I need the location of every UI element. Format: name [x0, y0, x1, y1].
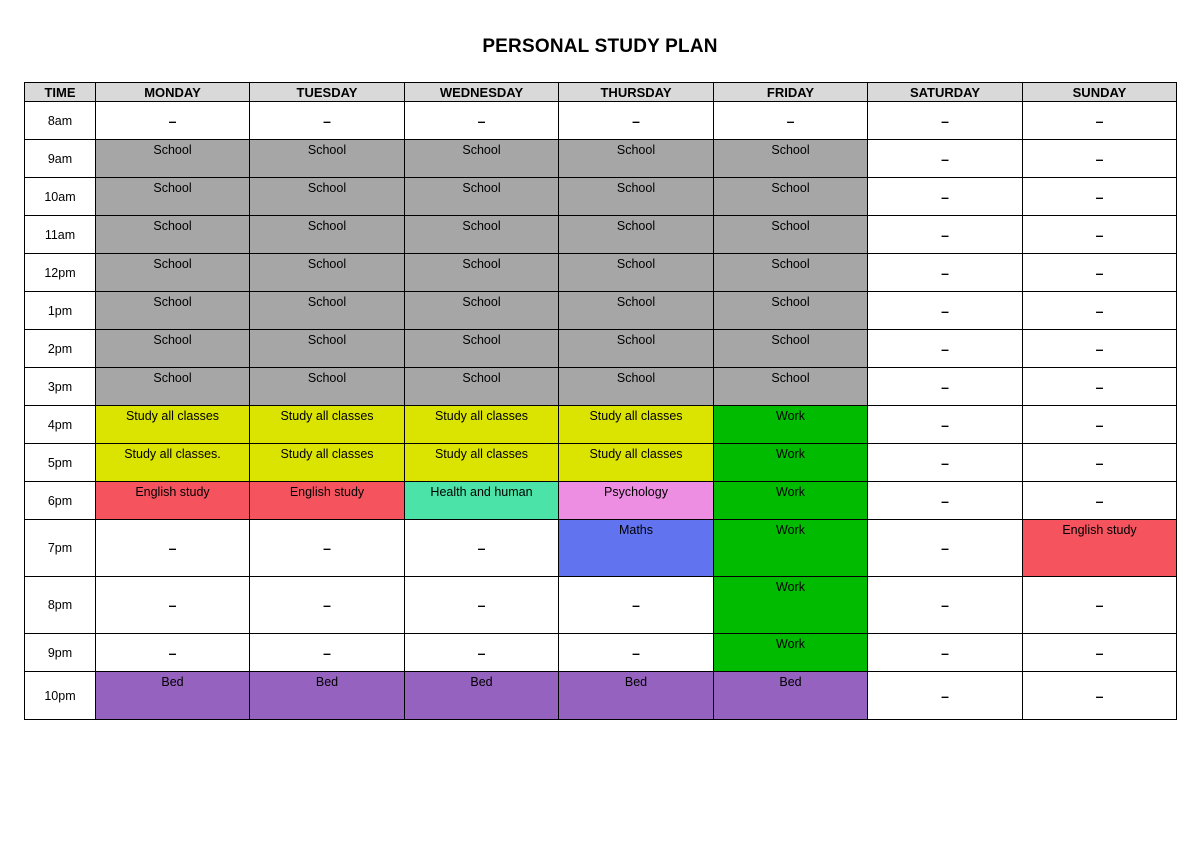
cell-sunday: – [1023, 406, 1177, 444]
cell-tuesday: – [250, 577, 405, 634]
cell-friday: School [714, 254, 868, 292]
cell-thursday: School [559, 254, 714, 292]
cell-thursday: School [559, 178, 714, 216]
cell-monday: – [96, 102, 250, 140]
cell-tuesday: Study all classes [250, 406, 405, 444]
cell-friday: Work [714, 577, 868, 634]
schedule-row [25, 577, 1177, 634]
header-friday: FRIDAY [714, 83, 868, 102]
header-wednesday: WEDNESDAY [405, 83, 559, 102]
cell-wednesday: Study all classes [405, 406, 559, 444]
time-cell: 9pm [25, 634, 96, 672]
cell-friday: Bed [714, 672, 868, 720]
schedule-row [25, 254, 1177, 292]
cell-saturday: – [868, 672, 1023, 720]
schedule-row [25, 292, 1177, 330]
cell-saturday: – [868, 577, 1023, 634]
time-cell: 10pm [25, 672, 96, 720]
cell-monday: Study all classes [96, 406, 250, 444]
cell-monday: Study all classes. [96, 444, 250, 482]
cell-wednesday: School [405, 292, 559, 330]
header-sunday: SUNDAY [1023, 83, 1177, 102]
cell-sunday: – [1023, 634, 1177, 672]
time-cell: 4pm [25, 406, 96, 444]
cell-saturday: – [868, 330, 1023, 368]
cell-saturday: – [868, 292, 1023, 330]
cell-sunday: – [1023, 672, 1177, 720]
cell-friday: Work [714, 444, 868, 482]
cell-saturday: – [868, 406, 1023, 444]
cell-thursday: Bed [559, 672, 714, 720]
cell-thursday: School [559, 330, 714, 368]
cell-wednesday: School [405, 254, 559, 292]
cell-thursday: – [559, 102, 714, 140]
cell-monday: School [96, 254, 250, 292]
schedule-row [25, 444, 1177, 482]
cell-sunday: English study [1023, 520, 1177, 577]
time-cell: 11am [25, 216, 96, 254]
cell-thursday: School [559, 292, 714, 330]
cell-wednesday: – [405, 577, 559, 634]
cell-monday: School [96, 330, 250, 368]
cell-saturday: – [868, 368, 1023, 406]
header-tuesday: TUESDAY [250, 83, 405, 102]
cell-sunday: – [1023, 216, 1177, 254]
schedule-body [25, 102, 1177, 720]
cell-saturday: – [868, 634, 1023, 672]
cell-wednesday: School [405, 368, 559, 406]
cell-sunday: – [1023, 330, 1177, 368]
cell-monday: School [96, 178, 250, 216]
schedule-row [25, 216, 1177, 254]
schedule-row [25, 140, 1177, 178]
cell-sunday: – [1023, 254, 1177, 292]
schedule-row [25, 178, 1177, 216]
cell-monday: School [96, 368, 250, 406]
header-thursday: THURSDAY [559, 83, 714, 102]
cell-tuesday: School [250, 330, 405, 368]
time-cell: 2pm [25, 330, 96, 368]
cell-tuesday: School [250, 178, 405, 216]
cell-sunday: – [1023, 140, 1177, 178]
study-plan-table [24, 82, 1177, 720]
cell-tuesday: Bed [250, 672, 405, 720]
cell-saturday: – [868, 482, 1023, 520]
cell-monday: – [96, 634, 250, 672]
cell-thursday: Study all classes [559, 444, 714, 482]
schedule-row [25, 520, 1177, 577]
cell-wednesday: School [405, 178, 559, 216]
schedule-row [25, 634, 1177, 672]
header-monday: MONDAY [96, 83, 250, 102]
cell-monday: English study [96, 482, 250, 520]
cell-friday: School [714, 140, 868, 178]
cell-thursday: Maths [559, 520, 714, 577]
cell-monday: – [96, 577, 250, 634]
time-cell: 3pm [25, 368, 96, 406]
cell-friday: Work [714, 482, 868, 520]
cell-tuesday: School [250, 254, 405, 292]
cell-thursday: Study all classes [559, 406, 714, 444]
cell-wednesday: Health and human [405, 482, 559, 520]
cell-friday: School [714, 368, 868, 406]
cell-wednesday: – [405, 102, 559, 140]
cell-saturday: – [868, 444, 1023, 482]
cell-thursday: Psychology [559, 482, 714, 520]
cell-saturday: – [868, 140, 1023, 178]
time-cell: 10am [25, 178, 96, 216]
cell-friday: Work [714, 520, 868, 577]
cell-thursday: – [559, 577, 714, 634]
time-cell: 9am [25, 140, 96, 178]
time-cell: 8pm [25, 577, 96, 634]
cell-sunday: – [1023, 482, 1177, 520]
cell-wednesday: School [405, 330, 559, 368]
cell-tuesday: School [250, 216, 405, 254]
cell-monday: Bed [96, 672, 250, 720]
cell-friday: School [714, 216, 868, 254]
cell-thursday: School [559, 368, 714, 406]
cell-sunday: – [1023, 444, 1177, 482]
cell-friday: School [714, 292, 868, 330]
cell-tuesday: Study all classes [250, 444, 405, 482]
schedule-row [25, 330, 1177, 368]
cell-sunday: – [1023, 178, 1177, 216]
cell-monday: School [96, 140, 250, 178]
cell-tuesday: – [250, 102, 405, 140]
cell-saturday: – [868, 216, 1023, 254]
cell-friday: Work [714, 634, 868, 672]
cell-tuesday: English study [250, 482, 405, 520]
header-time: TIME [25, 83, 96, 102]
page-title: PERSONAL STUDY PLAN [482, 36, 718, 57]
cell-thursday: School [559, 140, 714, 178]
schedule-row [25, 672, 1177, 720]
time-cell: 5pm [25, 444, 96, 482]
cell-tuesday: School [250, 292, 405, 330]
cell-friday: School [714, 178, 868, 216]
cell-wednesday: – [405, 520, 559, 577]
cell-wednesday: Bed [405, 672, 559, 720]
cell-sunday: – [1023, 368, 1177, 406]
cell-saturday: – [868, 254, 1023, 292]
header-row [25, 83, 1177, 102]
cell-sunday: – [1023, 292, 1177, 330]
cell-tuesday: School [250, 368, 405, 406]
cell-saturday: – [868, 102, 1023, 140]
cell-tuesday: – [250, 634, 405, 672]
schedule-row [25, 482, 1177, 520]
cell-monday: School [96, 216, 250, 254]
schedule-row [25, 102, 1177, 140]
cell-wednesday: School [405, 216, 559, 254]
schedule-row [25, 368, 1177, 406]
cell-wednesday: Study all classes [405, 444, 559, 482]
time-cell: 6pm [25, 482, 96, 520]
cell-saturday: – [868, 520, 1023, 577]
cell-wednesday: – [405, 634, 559, 672]
time-cell: 1pm [25, 292, 96, 330]
cell-thursday: School [559, 216, 714, 254]
cell-monday: School [96, 292, 250, 330]
cell-saturday: – [868, 178, 1023, 216]
cell-sunday: – [1023, 102, 1177, 140]
header-saturday: SATURDAY [868, 83, 1023, 102]
cell-monday: – [96, 520, 250, 577]
cell-friday: – [714, 102, 868, 140]
cell-thursday: – [559, 634, 714, 672]
cell-tuesday: – [250, 520, 405, 577]
time-cell: 12pm [25, 254, 96, 292]
schedule-row [25, 406, 1177, 444]
cell-friday: School [714, 330, 868, 368]
cell-friday: Work [714, 406, 868, 444]
cell-sunday: – [1023, 577, 1177, 634]
cell-tuesday: School [250, 140, 405, 178]
time-cell: 7pm [25, 520, 96, 577]
cell-wednesday: School [405, 140, 559, 178]
time-cell: 8am [25, 102, 96, 140]
